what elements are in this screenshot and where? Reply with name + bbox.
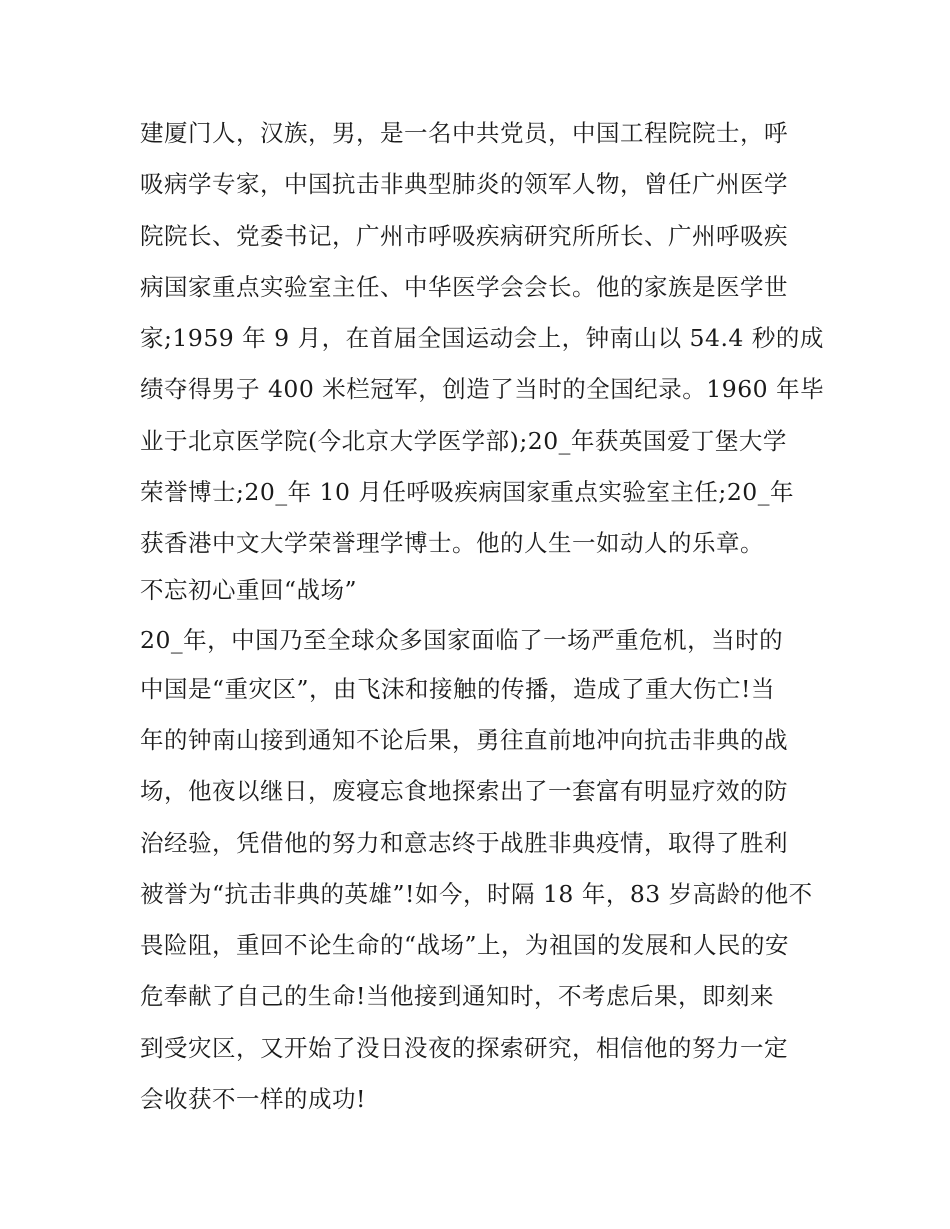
- text-line: 治经验，凭借他的努力和意志终于战胜非典疫情，取得了胜利: [140, 828, 788, 857]
- text-line: 获香港中文大学荣誉理学博士。他的人生一如动人的乐章。: [140, 529, 764, 558]
- paragraph-biography: [140, 108, 825, 570]
- text-line: 建厦门人，汉族，男，是一名中共党员，中国工程院院士，呼: [140, 119, 788, 147]
- text-line: 荣誉博士;20_年 10 月任呼吸疾病国家重点实验室主任;20_年: [140, 478, 794, 507]
- text-line: 被誉为“抗击非典的英雄”!如今，时隔 18 年，83 岁高龄的他不: [140, 879, 813, 908]
- document-body: [140, 108, 825, 1125]
- text-line: 到受灾区，又开始了没日没夜的探索研究，相信他的努力一定: [140, 1033, 788, 1062]
- text-line: 绩夺得男子 400 米栏冠军，创造了当时的全国纪录。1960 年毕: [140, 375, 825, 404]
- section-heading: 不忘初心重回“战场”: [140, 575, 358, 604]
- text-line: 危奉献了自己的生命!当他接到通知时，不考虑后果，即刻来: [140, 982, 774, 1011]
- text-line: 场，他夜以继日，废寝忘食地探索出了一套富有明显疗效的防: [140, 777, 788, 806]
- text-line: 年的钟南山接到通知不论后果，勇往直前地冲向抗击非典的战: [140, 725, 788, 754]
- text-line: 中国是“重灾区”，由飞沫和接触的传播，造成了重大伤亡!当: [140, 674, 775, 703]
- text-line: 院院长、党委书记，广州市呼吸疾病研究所所长、广州呼吸疾: [140, 221, 788, 250]
- text-line: 20_年，中国乃至全球众多国家面临了一场严重危机，当时的: [140, 625, 784, 654]
- text-line: 吸病学专家，中国抗击非典型肺炎的领军人物，曾任广州医学: [140, 170, 788, 199]
- text-line: 病国家重点实验室主任、中华医学会会长。他的家族是医学世: [140, 272, 788, 301]
- paragraph-return-to-battlefield: [140, 610, 820, 1126]
- text-line: 会收获不一样的成功!: [140, 1085, 366, 1114]
- text-line: 业于北京医学院(今北京大学医学部);20_年获英国爱丁堡大学: [140, 426, 787, 455]
- text-line: 畏险阻，重回不论生命的“战场”上，为祖国的发展和人民的安: [140, 931, 790, 960]
- text-line: 家;1959 年 9 月，在首届全国运动会上，钟南山以 54.4 秒的成: [140, 324, 824, 353]
